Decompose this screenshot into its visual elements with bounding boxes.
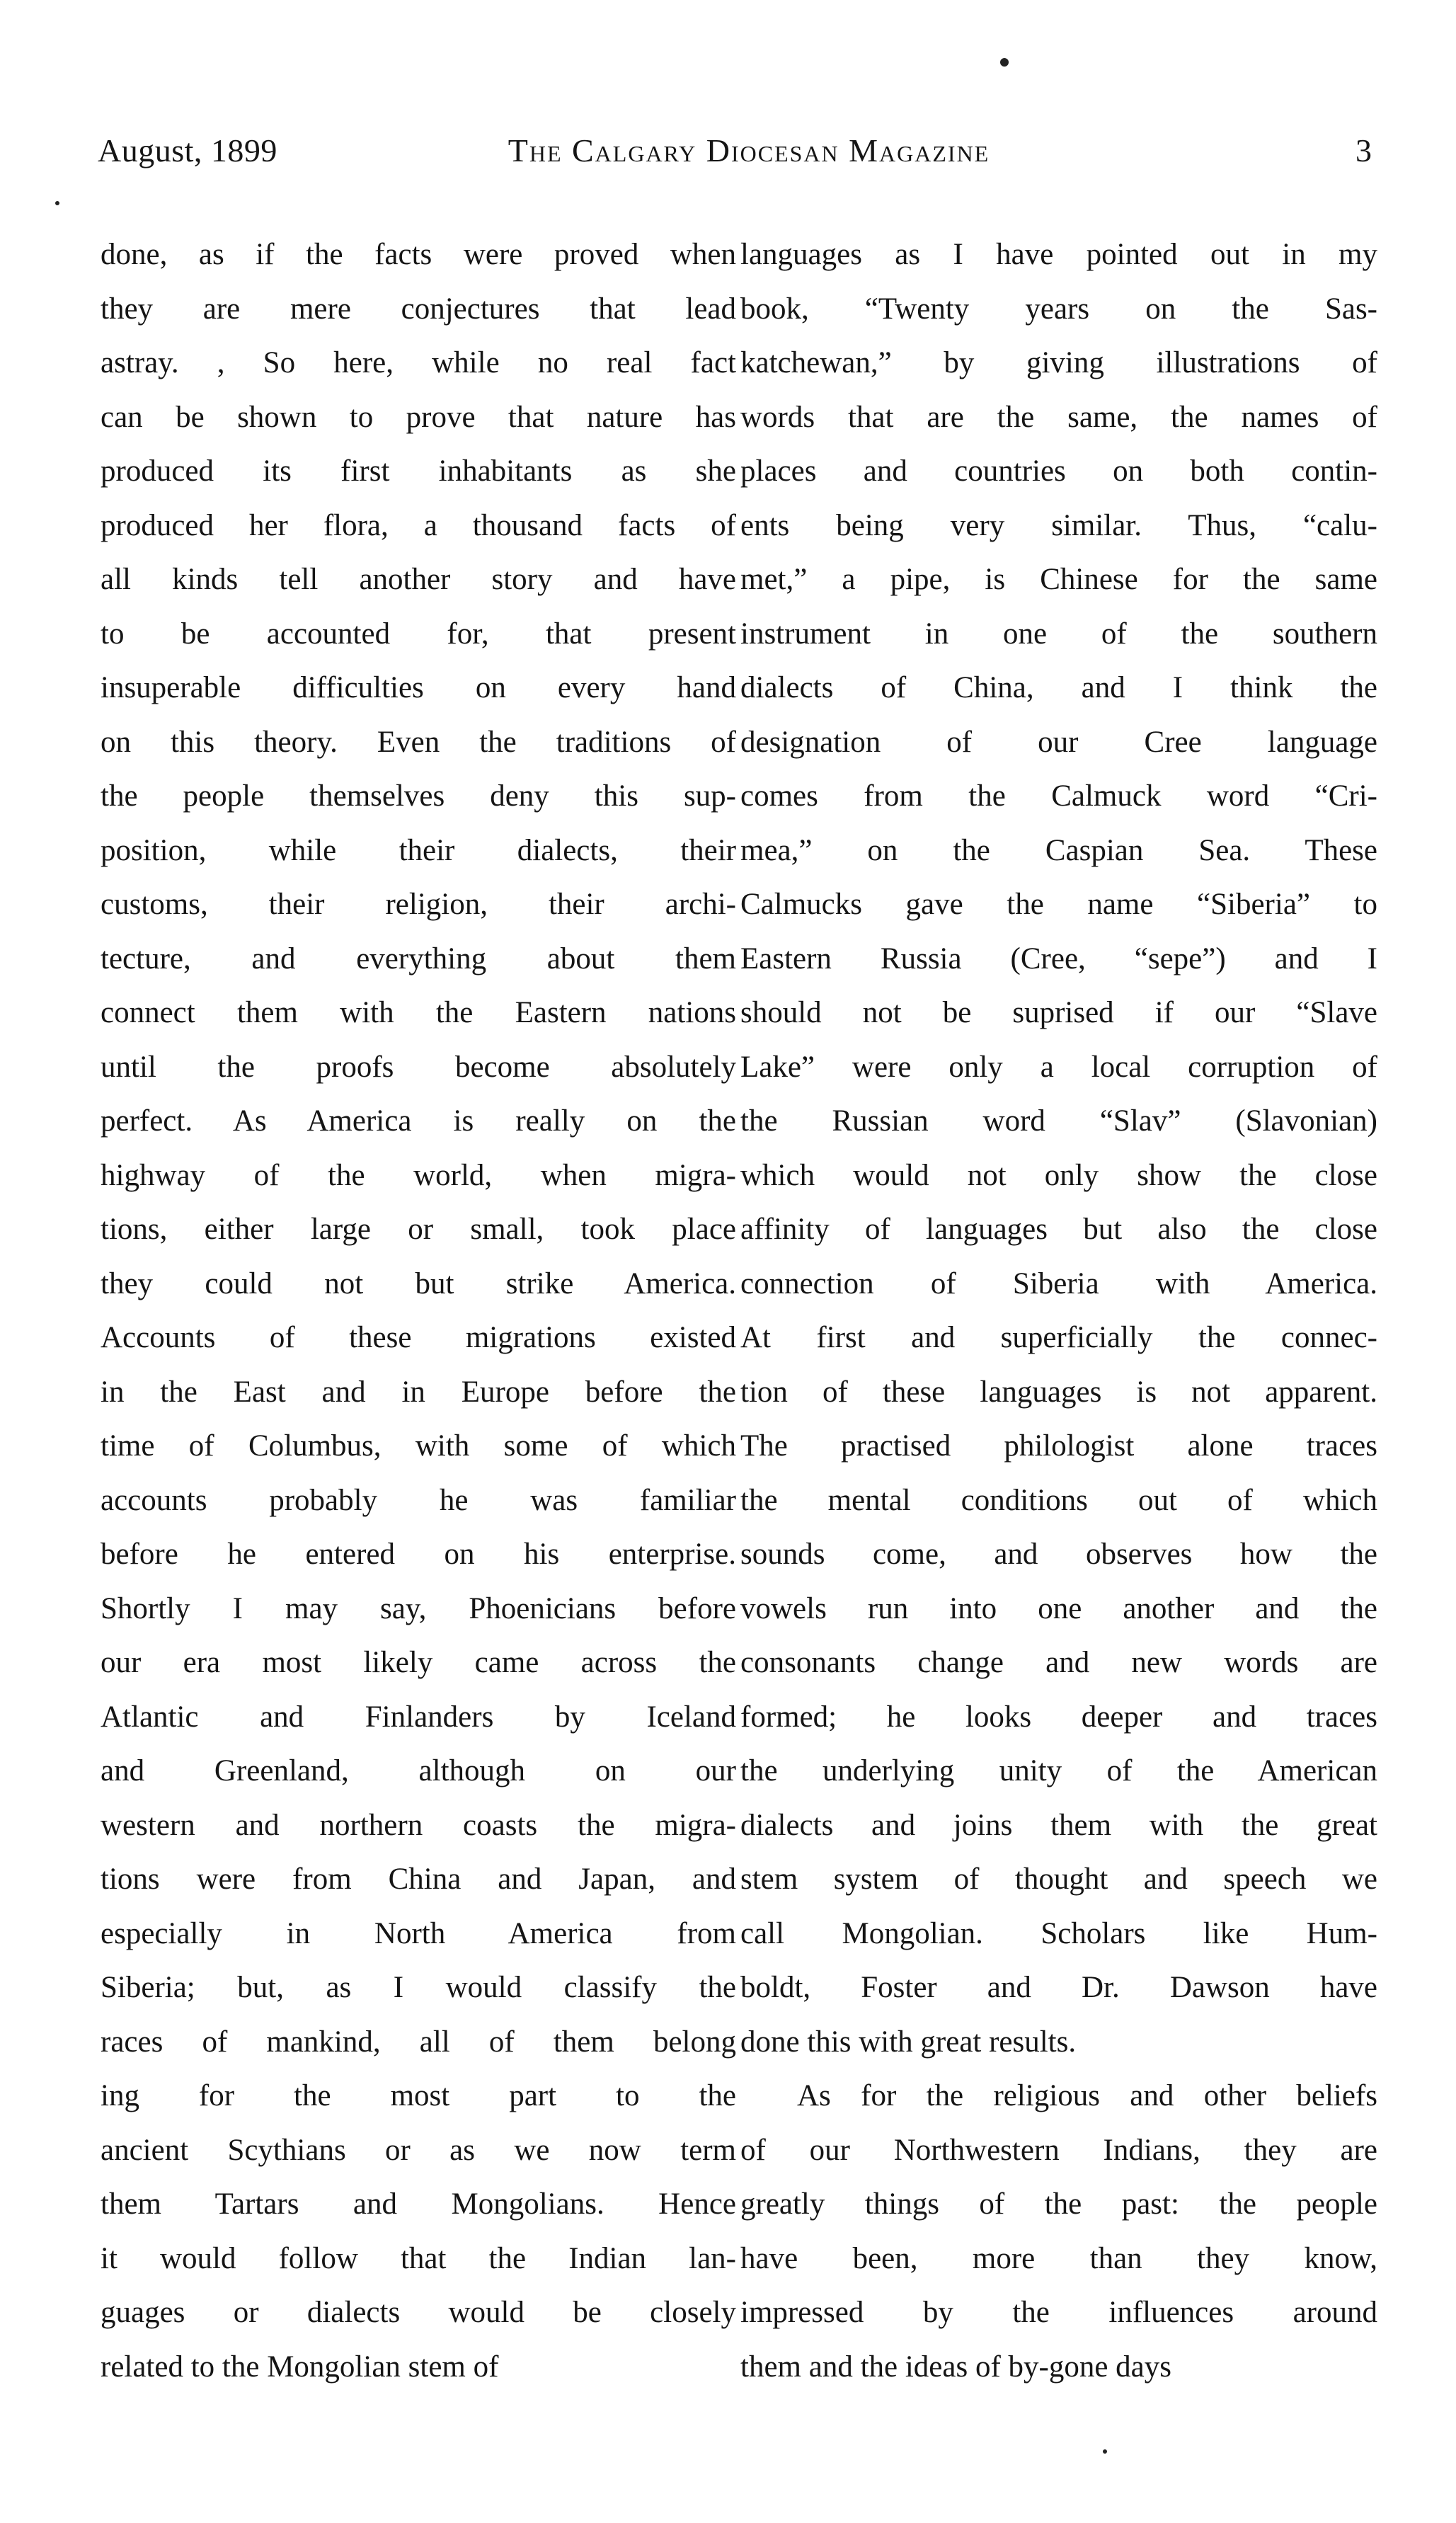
text-line: especially in North America from <box>101 1916 736 1950</box>
text-line: places and countries on both contin- <box>740 454 1377 488</box>
text-line: related to the Mongolian stem of <box>101 2350 499 2384</box>
text-line: instrument in one of the southern <box>740 617 1377 651</box>
text-line: races of mankind, all of them belong <box>101 2025 736 2059</box>
text-line: Siberia; but, as I would classify the <box>101 1971 736 2004</box>
text-line: should not be suprised if our “Slave <box>740 996 1377 1029</box>
text-line: As for the religious and other beliefs <box>797 2079 1377 2112</box>
text-line: Accounts of these migrations existed <box>101 1321 736 1354</box>
text-line: greatly things of the past: the people <box>740 2187 1377 2221</box>
text-line: they could not but strike America. <box>101 1266 736 1300</box>
text-line: and Greenland, although on our <box>101 1754 736 1787</box>
text-line: until the proofs become absolutely <box>101 1050 736 1084</box>
issue-date: August, 1899 <box>98 132 277 168</box>
text-line: impressed by the influences around <box>740 2296 1377 2329</box>
text-line: of our Northwestern Indians, they are <box>740 2133 1377 2167</box>
text-line: met,” a pipe, is Chinese for the same <box>740 563 1377 596</box>
magazine-title: The Calgary Diocesan Magazine <box>508 132 990 168</box>
text-line: Eastern Russia (Cree, “sepe”) and I <box>740 942 1377 976</box>
text-line: perfect. As America is really on the <box>101 1104 736 1138</box>
text-line: done, as if the facts were proved when <box>101 238 736 271</box>
ink-speck-bottom <box>1103 2449 1107 2454</box>
text-line: them and the ideas of by-gone days <box>740 2350 1171 2384</box>
text-line: languages as I have pointed out in my <box>740 238 1377 271</box>
text-line: produced its first inhabitants as she <box>101 454 736 488</box>
text-line: before he entered on his enterprise. <box>101 1538 736 1571</box>
text-line: the underlying unity of the American <box>740 1754 1377 1787</box>
text-line: on this theory. Even the traditions of <box>101 725 736 759</box>
text-line: the mental conditions out of which <box>740 1483 1377 1517</box>
text-line: words that are the same, the names of <box>740 400 1377 434</box>
ink-speck-top <box>1000 58 1009 67</box>
text-line: in the East and in Europe before the <box>101 1375 736 1409</box>
text-line: consonants change and new words are <box>740 1646 1377 1679</box>
text-line: connection of Siberia with America. <box>740 1266 1377 1300</box>
ink-speck-margin <box>55 201 59 205</box>
text-line: vowels run into one another and the <box>740 1591 1377 1625</box>
text-line: Atlantic and Finlanders by Iceland <box>101 1700 736 1734</box>
text-line: designation of our Cree language <box>740 725 1377 759</box>
text-line: dialects of China, and I think the <box>740 671 1377 704</box>
text-line: dialects and joins them with the great <box>740 1808 1377 1842</box>
text-line: Calmucks gave the name “Siberia” to <box>740 888 1377 921</box>
running-header <box>98 126 1372 176</box>
text-line: guages or dialects would be closely <box>101 2296 736 2329</box>
text-line: sounds come, and observes how the <box>740 1538 1377 1571</box>
text-line: tecture, and everything about them <box>101 942 736 976</box>
right-column <box>740 228 1377 2394</box>
page-number: 3 <box>1355 132 1372 168</box>
text-line: can be shown to prove that nature has <box>101 400 736 434</box>
left-column <box>101 228 736 2394</box>
text-line: formed; he looks deeper and traces <box>740 1700 1377 1734</box>
text-line: stem system of thought and speech we <box>740 1863 1377 1896</box>
text-line: affinity of languages but also the close <box>740 1213 1377 1246</box>
text-line: position, while their dialects, their <box>101 833 736 867</box>
text-line: accounts probably he was familiar <box>101 1483 736 1517</box>
text-line: the people themselves deny this sup- <box>101 779 736 813</box>
text-line: Shortly I may say, Phoenicians before <box>101 1591 736 1625</box>
text-line: Lake” were only a local corruption of <box>740 1050 1377 1084</box>
text-line: astray. , So here, while no real fact <box>101 346 736 379</box>
text-line: our era most likely came across the <box>101 1646 736 1679</box>
text-line: the Russian word “Slav” (Slavonian) <box>740 1104 1377 1138</box>
text-line: time of Columbus, with some of which <box>101 1429 736 1463</box>
text-line: produced her flora, a thousand facts of <box>101 508 736 542</box>
text-line: ancient Scythians or as we now term <box>101 2133 736 2167</box>
text-line: western and northern coasts the migra- <box>101 1808 736 1842</box>
text-line: tions were from China and Japan, and <box>101 1863 736 1896</box>
text-line: they are mere conjectures that lead <box>101 292 736 326</box>
text-line: tion of these languages is not apparent. <box>740 1375 1377 1409</box>
text-line: boldt, Foster and Dr. Dawson have <box>740 1971 1377 2004</box>
text-line: them Tartars and Mongolians. Hence <box>101 2187 736 2221</box>
text-line: book, “Twenty years on the Sas- <box>740 292 1377 326</box>
text-line: have been, more than they know, <box>740 2241 1377 2275</box>
text-line: connect them with the Eastern nations <box>101 996 736 1029</box>
text-line: insuperable difficulties on every hand <box>101 671 736 704</box>
text-line: comes from the Calmuck word “Cri- <box>740 779 1377 813</box>
text-line: it would follow that the Indian lan- <box>101 2241 736 2275</box>
text-line: highway of the world, when migra- <box>101 1158 736 1192</box>
text-line: to be accounted for, that present <box>101 617 736 651</box>
text-line: which would not only show the close <box>740 1158 1377 1192</box>
text-line: customs, their religion, their archi- <box>101 888 736 921</box>
text-line: katchewan,” by giving illustrations of <box>740 346 1377 379</box>
text-line: mea,” on the Caspian Sea. These <box>740 833 1377 867</box>
text-line: ing for the most part to the <box>101 2079 736 2112</box>
text-line: The practised philologist alone traces <box>740 1429 1377 1463</box>
text-line: At first and superficially the connec- <box>740 1321 1377 1354</box>
text-line: call Mongolian. Scholars like Hum- <box>740 1916 1377 1950</box>
text-line: done this with great results. <box>740 2025 1077 2059</box>
text-line: ents being very similar. Thus, “calu- <box>740 508 1377 542</box>
text-line: tions, either large or small, took place <box>101 1213 736 1246</box>
text-line: all kinds tell another story and have <box>101 563 736 596</box>
